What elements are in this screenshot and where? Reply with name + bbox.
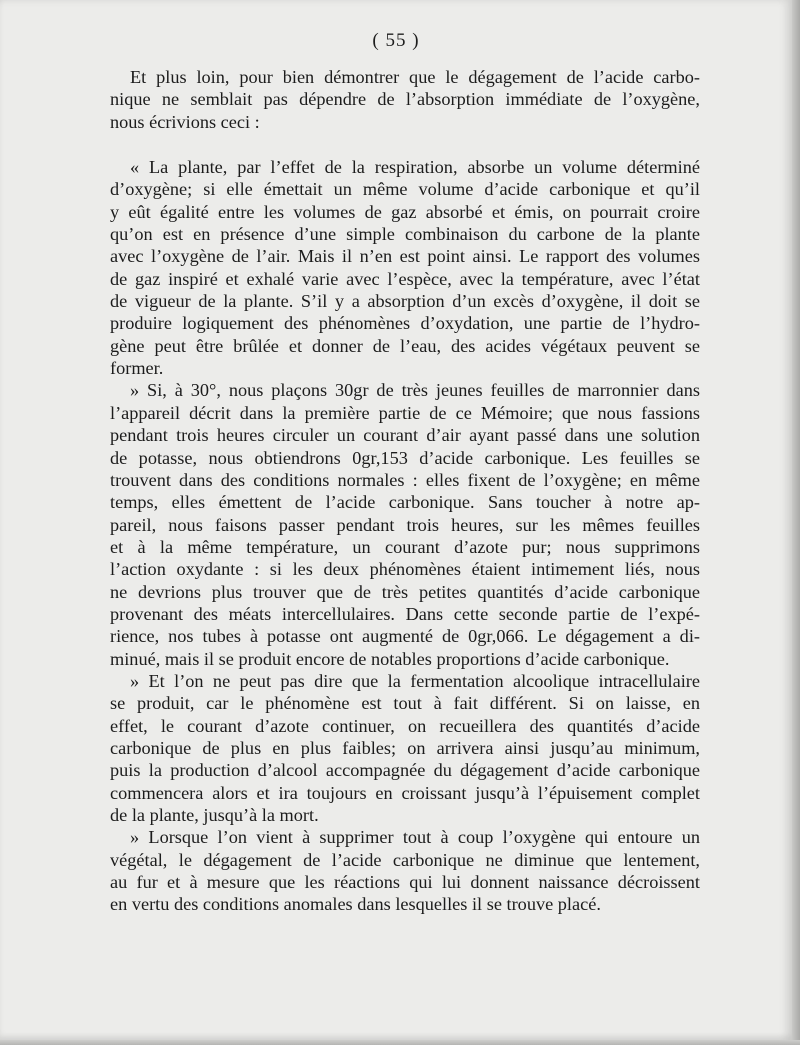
text-line: effet, le courant d’azote continuer, on recueillera des quantités d’acide <box>110 715 700 736</box>
text-line: » Si, à 30°, nous plaçons 30gr de très jeunes feuilles de marronnier dans <box>130 380 700 401</box>
text-line: nous écrivions ceci : <box>110 111 260 132</box>
text-line: carbonique de plus en plus faibles; on arrivera ainsi jusqu’au minimum, <box>110 737 700 758</box>
text-line: y eût égalité entre les volumes de gaz absorbé et émis, on pourrait croire <box>110 201 700 222</box>
text-line: provenant des méats intercellulaires. Dans cette seconde partie de l’expé- <box>110 603 700 624</box>
paragraph-quote-3 <box>110 670 700 826</box>
page-number: ( 55 ) <box>372 30 420 51</box>
text-line: végétal, le dégagement de l’acide carbonique ne diminue que lentement, <box>110 849 700 870</box>
text-line: commencera alors et ira toujours en croissant jusqu’à l’épuisement complet <box>110 782 700 803</box>
text-line: puis la production d’alcool accompagnée du dégagement d’acide carbonique <box>110 760 700 781</box>
text-line: et à la même température, un courant d’azote pur; nous supprimons <box>110 536 700 557</box>
text-line: produire logiquement des phénomènes d’oxydation, une partie de l’hydro- <box>110 313 700 334</box>
paragraph-quote-2 <box>110 379 700 669</box>
text-line: gène peut être brûlée et donner de l’eau, des acides végétaux peuvent se <box>110 335 700 356</box>
text-line: de potasse, nous obtiendrons 0gr,153 d’acide carbonique. Les feuilles se <box>110 447 700 468</box>
text-line: minué, mais il se produit encore de notables proportions d’acide carbonique. <box>110 648 670 669</box>
text-line: pareil, nous faisons passer pendant trois heures, sur les mêmes feuilles <box>110 514 700 535</box>
text-line: » Et l’on ne peut pas dire que la fermentation alcoolique intracellulaire <box>130 670 700 691</box>
body-text <box>110 66 700 916</box>
text-line: pendant trois heures circuler un courant d’air ayant passé dans une solution <box>110 425 700 446</box>
text-line: l’appareil décrit dans la première partie de ce Mémoire; que nous fassions <box>110 402 700 423</box>
text-line: de vigueur de la plante. S’il y a absorption d’un excès d’oxygène, il doit se <box>110 291 700 312</box>
page-edge-bottom <box>0 1040 800 1045</box>
text-line: former. <box>110 358 164 379</box>
text-line: Et plus loin, pour bien démontrer que le dégagement de l’acide carbo- <box>130 67 700 87</box>
text-line: » Lorsque l’on vient à supprimer tout à coup l’oxygène qui entoure un <box>130 827 700 848</box>
text-line: « La plante, par l’effet de la respiration, absorbe un volume déterminé <box>130 157 700 178</box>
page-edge-right <box>792 0 800 1045</box>
paragraph-quote-4 <box>110 826 700 915</box>
paragraph-gap <box>110 133 700 156</box>
text-line: ne devrions plus trouver que de très petites quantités d’acide carbonique <box>110 581 700 602</box>
text-line: l’action oxydante : si les deux phénomènes étaient intimement liés, nous <box>110 559 700 580</box>
text-line: temps, elles émettent de l’acide carbonique. Sans toucher à notre ap- <box>110 492 700 513</box>
text-line: en vertu des conditions anomales dans lesquelles il se trouve placé. <box>110 894 601 915</box>
paragraph-quote-1 <box>110 156 700 379</box>
text-line: au fur et à mesure que les réactions qui lui donnent naissance décroissent <box>110 872 700 893</box>
text-line: se produit, car le phénomène est tout à fait différent. Si on laisse, en <box>110 693 700 714</box>
text-line: d’oxygène; si elle émettait un même volume d’acide carbonique et qu’il <box>110 179 700 200</box>
text-line: de la plante, jusqu’à la mort. <box>110 805 319 825</box>
text-line: rience, nos tubes à potasse ont augmenté de 0gr,066. Le dégagement a di- <box>110 626 700 647</box>
text-line: nique ne semblait pas dépendre de l’absorption immédiate de l’oxygène, <box>110 89 700 110</box>
text-line: qu’on est en présence d’une simple combinaison du carbone de la plante <box>110 224 700 245</box>
text-line: avec l’oxygène de l’air. Mais il n’en est point ainsi. Le rapport des volumes <box>110 246 700 267</box>
text-line: de gaz inspiré et exhalé varie avec l’espèce, avec la température, avec l’état <box>110 268 700 289</box>
paragraph-intro <box>110 66 700 133</box>
text-line: trouvent dans des conditions normales : elles fixent de l’oxygène; en même <box>110 469 700 490</box>
